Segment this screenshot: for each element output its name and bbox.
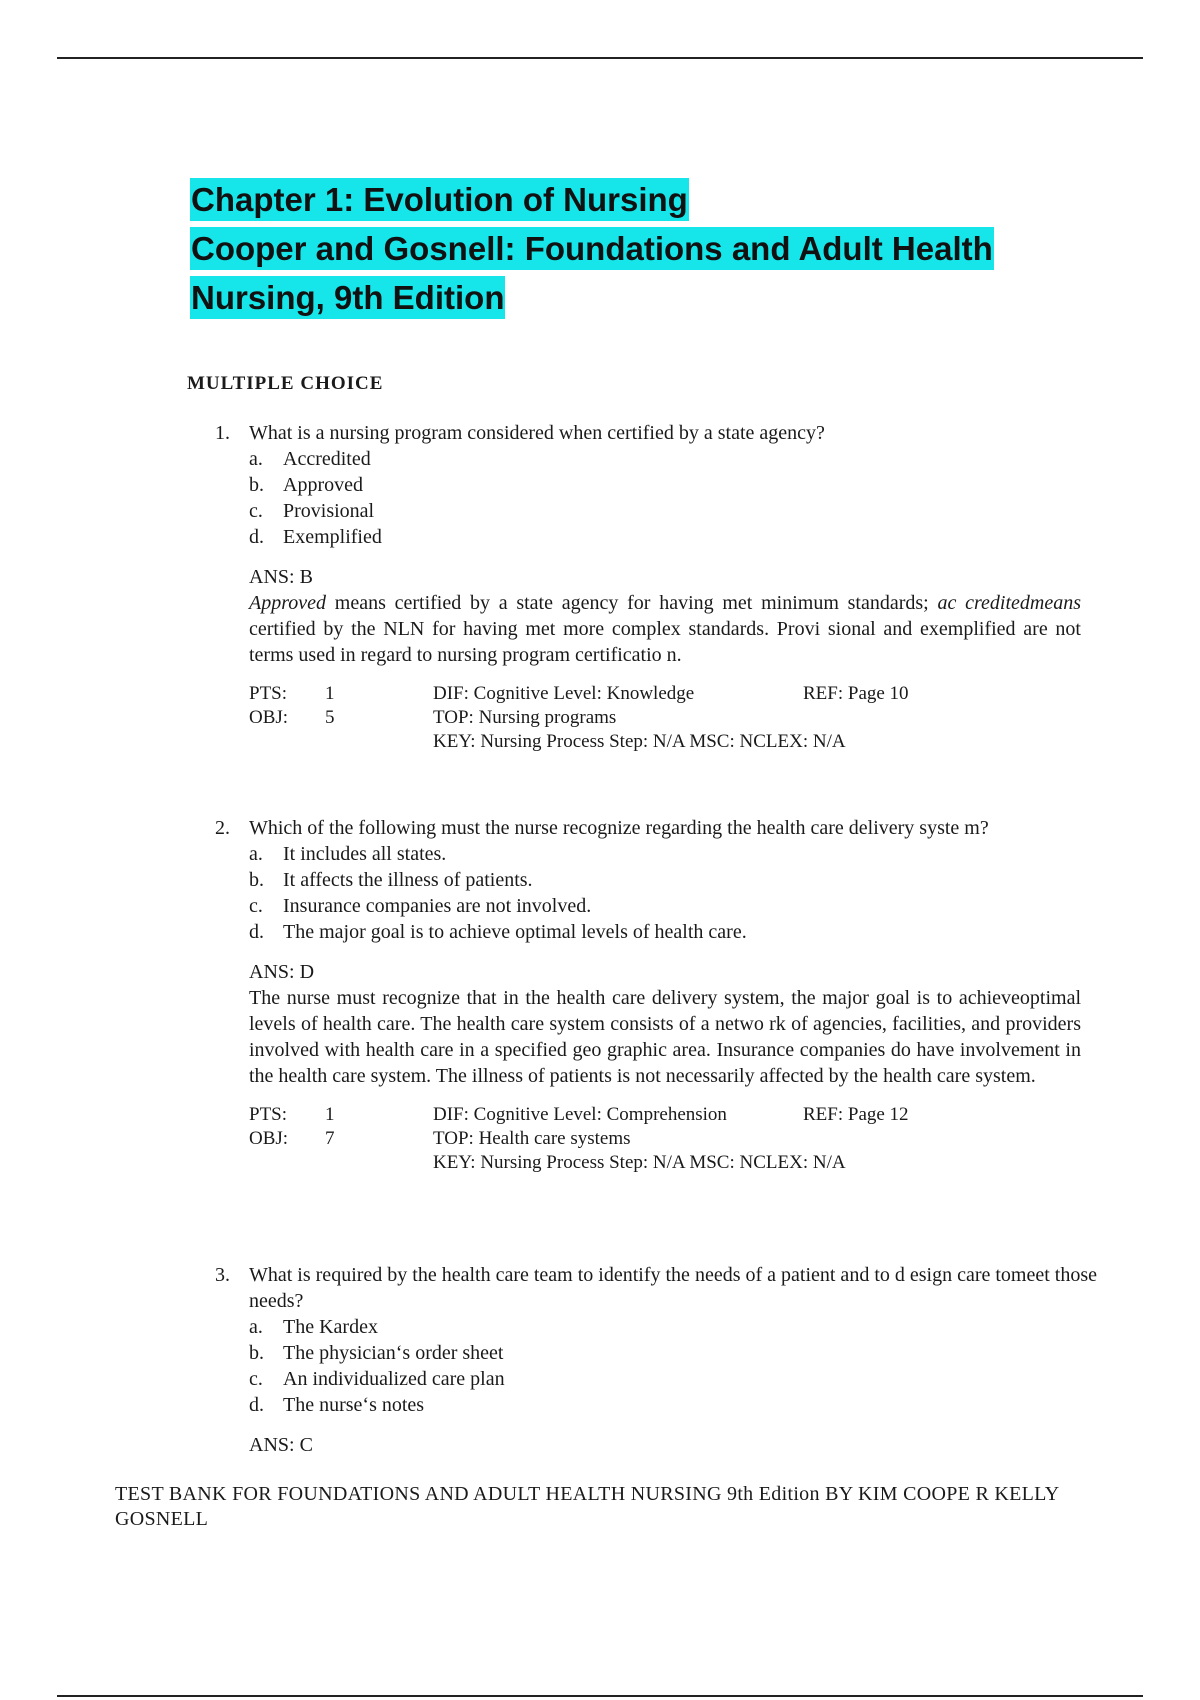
answer-key: ANS: B [249,566,313,588]
question-number: 2. [215,817,230,839]
option-d: d. The major goal is to achieve optimal levels of health care. [249,921,747,943]
question-number: 3. [215,1264,230,1286]
option-list [249,1314,1145,1418]
option-a: a. The Kardex [249,1316,378,1338]
option-d: d. Exemplified [249,526,382,548]
option-b: b. Approved [249,474,363,496]
chapter-title-block [190,175,1150,322]
question-3 [215,1262,1145,1458]
question-2 [215,815,1145,1175]
question-number: 1. [215,422,230,444]
question-stem: What is required by the health care team to identify the needs of a patient and to d esign care tomeet those needs? [249,1264,1098,1312]
top-rule [57,57,1143,59]
option-a: a. It includes all states. [249,843,447,865]
option-c: c. An individualized care plan [249,1368,505,1390]
book-title-line: Cooper and Gosnell: Foundations and Adult Health [190,227,994,270]
book-edition-line: Nursing, 9th Edition [190,276,505,319]
option-list [249,446,1145,550]
rationale: The nurse must recognize that in the health care delivery system, the major goal is to achieveoptimal levels of health care. The health care system consists of a netwo rk of agencies, facilities, and providers involved with health care in a specified geo graphic area. Insurance companies do have involvement in the health care system. The illness of patients is not necessarily affected by the health care system. [249,987,1081,1087]
answer-key: ANS: C [249,1434,313,1456]
option-d: d. The nurse‘s notes [249,1394,425,1416]
option-a: a. Accredited [249,448,371,470]
rationale: Approved means certified by a state agency for having met minimum standards; ac creditedmeans certified by the NLN for having met more complex standards. Provi sional and exemplified are not terms used in regard to nursing program certificatio n. [249,592,1081,666]
option-b: b. It affects the illness of patients. [249,869,533,891]
option-c: c. Insurance companies are not involved. [249,895,592,917]
question-metadata: PTS: 1 DIF: Cognitive Level: Knowledge REF: Page 10 OBJ: 5 TOP: Nursing programs KEY: Nursing Process Step: N/A MSC: NCLEX: N/A [249,683,909,752]
option-b: b. The physician‘s order sheet [249,1342,504,1364]
option-list [249,841,1145,945]
question-stem: What is a nursing program considered when certified by a state agency? [249,422,825,444]
bottom-rule [57,1695,1143,1697]
section-heading: MULTIPLE CHOICE [187,373,384,394]
question-1 [215,420,1145,754]
page-footer: TEST BANK FOR FOUNDATIONS AND ADULT HEALTH NURSING 9th Edition BY KIM COOPE R KELLY GOSNELL [115,1483,1059,1530]
chapter-title: Chapter 1: Evolution of Nursing [190,178,689,221]
answer-key: ANS: D [249,961,315,983]
question-metadata: PTS: 1 DIF: Cognitive Level: Comprehension REF: Page 12 OBJ: 7 TOP: Health care systems KEY: Nursing Process Step: N/A MSC: NCLEX: N/A [249,1104,909,1173]
question-stem: Which of the following must the nurse recognize regarding the health care delivery syste m? [249,817,989,839]
option-c: c. Provisional [249,500,375,522]
